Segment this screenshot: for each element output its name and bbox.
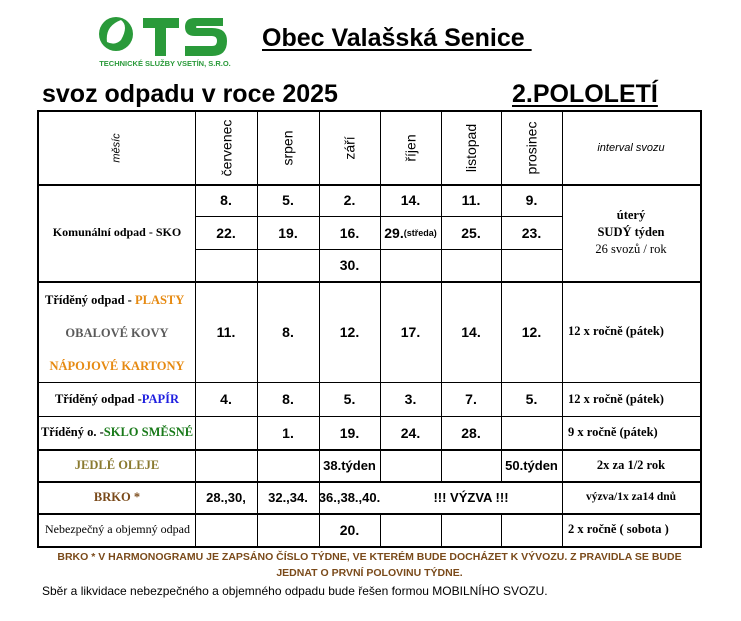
schedule-table	[37, 110, 702, 548]
month-september: září	[341, 136, 358, 160]
sklo-interval: 9 x ročně (pátek)	[568, 425, 658, 439]
papir-date: 5.	[525, 391, 538, 407]
sklo-label-prefix: Tříděný o. -	[40, 425, 104, 439]
sko-date: 30.	[339, 257, 360, 273]
sko-date: 14.	[400, 192, 421, 208]
papir-interval: 12 x ročně (pátek)	[568, 391, 664, 406]
plasty-date: 17.	[400, 323, 421, 340]
sko-date: 5.	[282, 192, 294, 208]
oleje-interval: 2x za 1/2 rok	[596, 457, 666, 472]
oleje-week: 38.týden	[323, 457, 376, 473]
brko-note-line2: JEDNAT O PRVNÍ POLOVINU TÝDNE.	[276, 567, 463, 579]
org-title: Obec Valašská Senice	[262, 24, 532, 52]
sko-interval-count: 26 svozů / rok	[595, 242, 667, 256]
sko-date: 29.	[384, 224, 404, 241]
sklo-label-sklo: SKLO SMĚSNÉ	[103, 425, 194, 439]
sko-label: Komunální odpad - SKO	[52, 225, 182, 239]
sko-date: 25.	[461, 224, 481, 241]
page-title: svoz odpadu v roce 2025	[42, 80, 338, 108]
oleje-label: JEDLÉ OLEJE	[74, 457, 160, 472]
brko-note	[37, 549, 702, 581]
sko-date: 23.	[521, 224, 542, 241]
month-october: říjen	[402, 134, 419, 162]
papir-label	[39, 382, 195, 416]
month-header-label: měsíc	[111, 133, 123, 163]
brko-week: 28.,30,	[206, 489, 246, 505]
sklo-date: 19.	[339, 424, 360, 441]
nebezpecny-date: 20.	[339, 521, 360, 538]
plasty-date: 11.	[216, 323, 236, 340]
papir-date: 8.	[282, 391, 294, 407]
plasty-label-prefix: Tříděný odpad -	[45, 293, 135, 307]
nebezpecny-label: Nebezpečný a objemný odpad	[45, 522, 190, 536]
month-header-cell	[39, 112, 195, 184]
papir-date: 5.	[343, 391, 356, 407]
footer-text: Sběr a likvidace nebezpečného a objemného odpadu bude řešen formou MOBILNÍHO SVOZU.	[42, 584, 548, 598]
sklo-date: 24.	[400, 424, 421, 441]
brko-week: 32.,34.	[268, 489, 308, 505]
plasty-label-plasty: PLASTY	[134, 293, 185, 307]
plasty-date: 8.	[282, 323, 294, 340]
oleje-week: 50.týden	[505, 457, 558, 473]
month-december: prosinec	[523, 121, 540, 175]
plasty-date: 12.	[339, 323, 360, 340]
brko-interval: výzva/1x za14 dnů	[585, 491, 677, 503]
plasty-date: 12.	[521, 323, 542, 340]
brko-label: BRKO *	[93, 489, 141, 504]
month-november: listopad	[462, 123, 479, 173]
sko-date: 22.	[216, 224, 236, 241]
ts-logo	[99, 12, 231, 78]
sklo-date: 1.	[282, 424, 294, 441]
plasty-label	[45, 293, 184, 308]
sko-date: 11.	[461, 192, 481, 208]
sko-date: 8.	[220, 192, 232, 208]
kovy-label: OBALOVÉ KOVY	[65, 325, 169, 340]
month-august: srpen	[280, 130, 296, 166]
sko-date: 2.	[343, 192, 356, 208]
sko-date-note: (středa)	[403, 227, 437, 238]
period-title: 2.POLOLETÍ	[512, 80, 658, 108]
sko-date: 9.	[525, 192, 538, 208]
sklo-date: 28.	[461, 424, 481, 441]
plasty-date: 14.	[461, 323, 481, 340]
sko-date: 16.	[339, 224, 360, 241]
sko-interval-day: úterý	[616, 208, 646, 222]
brko-week: 36.,38.,40.	[318, 489, 381, 505]
sko-date: 19.	[278, 224, 298, 241]
sko-date-oct	[380, 216, 441, 249]
papir-date: 7.	[465, 391, 477, 407]
nebezpecny-interval: 2 x ročně ( sobota )	[568, 522, 669, 536]
sklo-label	[39, 416, 195, 449]
plasty-interval: 12 x ročně (pátek)	[568, 324, 664, 338]
papir-date: 4.	[220, 391, 232, 407]
brko-note-line1: BRKO * V HARMONOGRAMU JE ZAPSÁNO ČÍSLO TÝDNE, VE KTERÉM BUDE DOCHÁZET K VÝVOZU. Z PRAVIDLA SE BUDE	[57, 551, 682, 563]
brko-vyzva: !!! VÝZVA !!!	[433, 489, 509, 505]
logo-caption: TECHNICKÉ SLUŽBY VSETÍN, S.R.O.	[99, 59, 231, 68]
month-july: červenec	[218, 119, 234, 177]
sko-interval-week: SUDÝ týden	[597, 225, 665, 239]
sko-interval	[562, 184, 700, 281]
papir-date: 3.	[404, 391, 417, 407]
kartony-label: NÁPOJOVÉ KARTONY	[49, 358, 185, 373]
papir-label-prefix: Tříděný odpad -	[54, 391, 142, 406]
papir-label-papir: PAPÍR	[141, 391, 180, 406]
interval-header-label: interval svozu	[597, 142, 665, 154]
